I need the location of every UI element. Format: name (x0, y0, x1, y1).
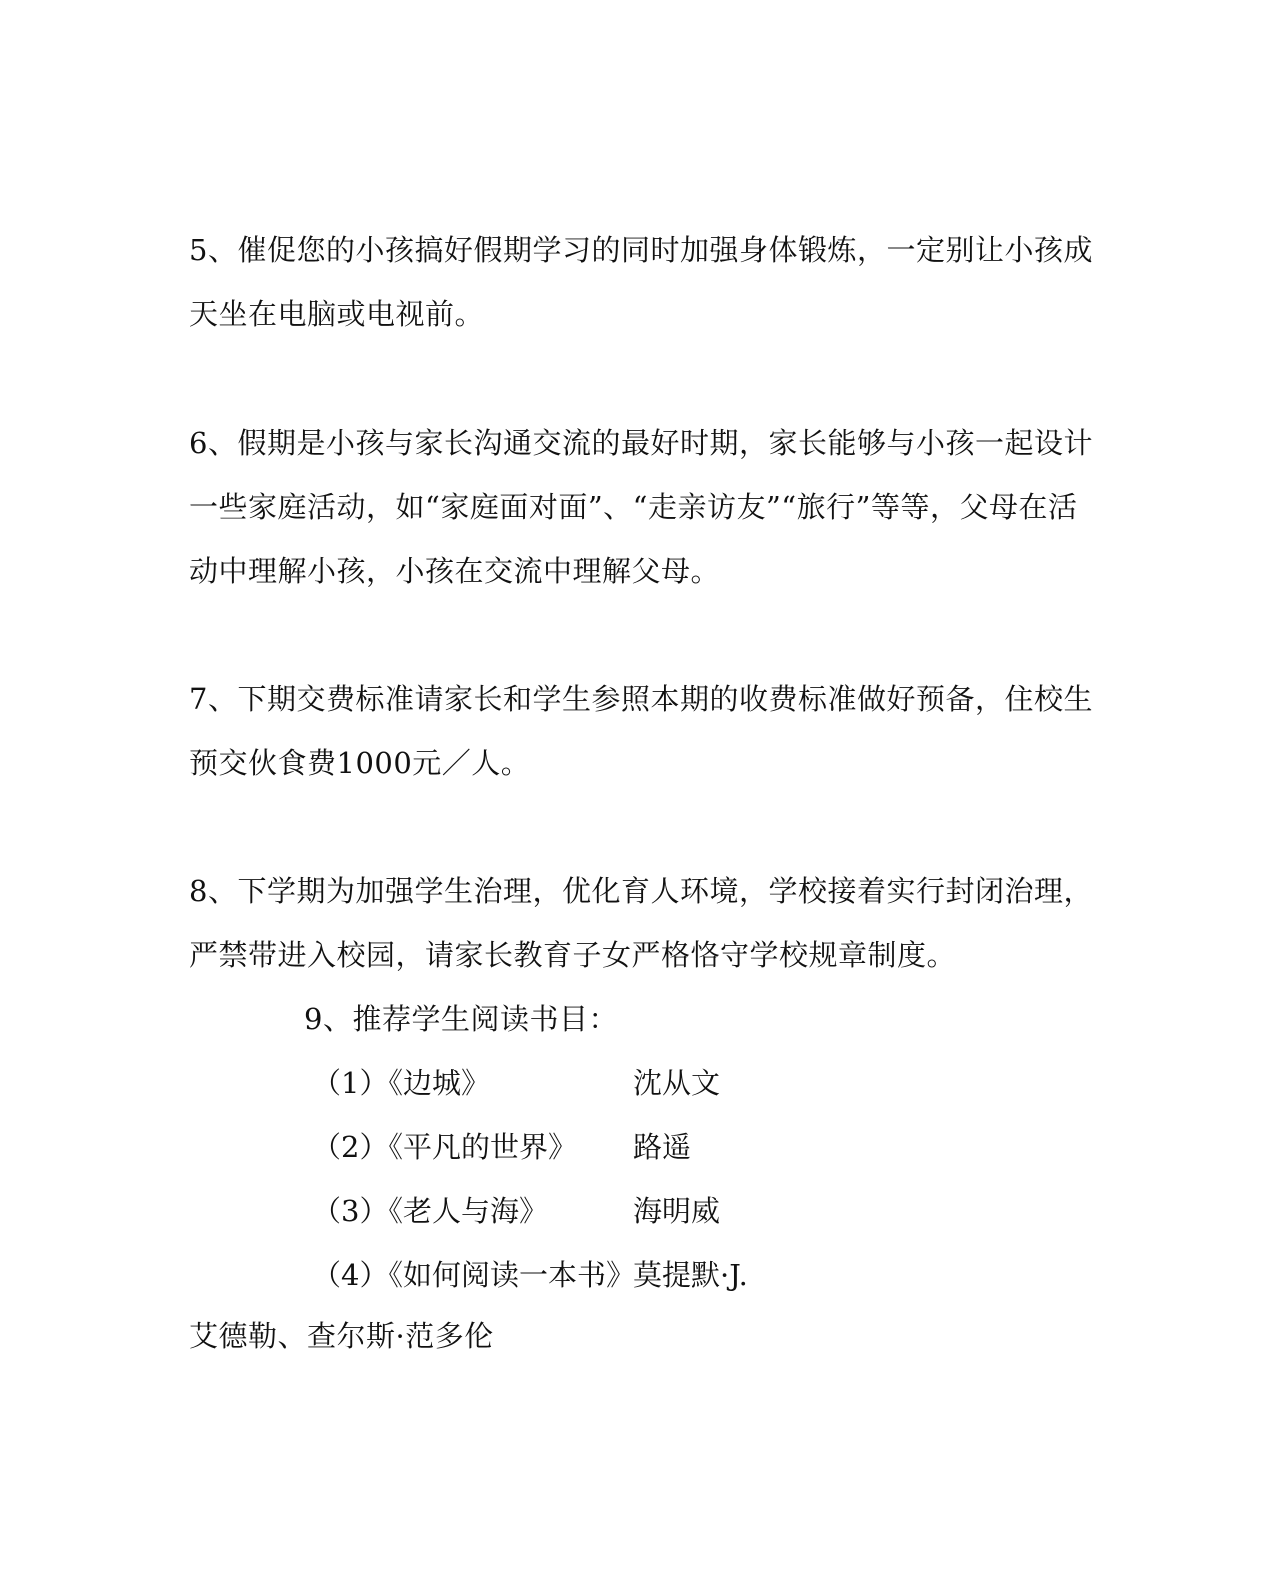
book-author: 沈从文 (633, 1066, 721, 1100)
paragraph-6-line-3: 动中理解小孩，小孩在交流中理解父母。 (189, 554, 721, 588)
paragraph-6-line-2: 一些家庭活动，如“家庭面对面”、“走亲访友”“旅行”等等，父母在活 (189, 490, 1078, 524)
book-title: （4）《如何阅读一本书》 (312, 1258, 635, 1292)
reading-list-continuation: 艾德勒、查尔斯·范多伦 (189, 1319, 494, 1353)
book-author: 海明威 (633, 1194, 721, 1228)
paragraph-8-line-1: 8、下学期为加强学生治理，优化育人环境，学校接着实行封闭治理， (189, 874, 1093, 908)
book-title: （1）《边城》 (312, 1066, 490, 1100)
book-title: （3）《老人与海》 (312, 1194, 548, 1228)
book-author: 路遥 (633, 1130, 692, 1164)
paragraph-7-line-2: 预交伙食费1000元／人。 (189, 746, 531, 780)
paragraph-8-line-2: 严禁带进入校园，请家长教育子女严格恪守学校规章制度。 (189, 938, 957, 972)
reading-list-heading: 9、推荐学生阅读书目： (304, 1002, 618, 1036)
paragraph-5-line-1: 5、催促您的小孩搞好假期学习的同时加强身体锻炼，一定别让小孩成 (189, 233, 1093, 267)
paragraph-5-line-2: 天坐在电脑或电视前。 (189, 297, 485, 331)
book-title: （2）《平凡的世界》 (312, 1130, 577, 1164)
paragraph-7-line-1: 7、下期交费标准请家长和学生参照本期的收费标准做好预备，住校生 (189, 682, 1093, 716)
paragraph-6-line-1: 6、假期是小孩与家长沟通交流的最好时期，家长能够与小孩一起设计 (189, 426, 1093, 460)
book-author: 莫提默·J. (633, 1258, 748, 1292)
